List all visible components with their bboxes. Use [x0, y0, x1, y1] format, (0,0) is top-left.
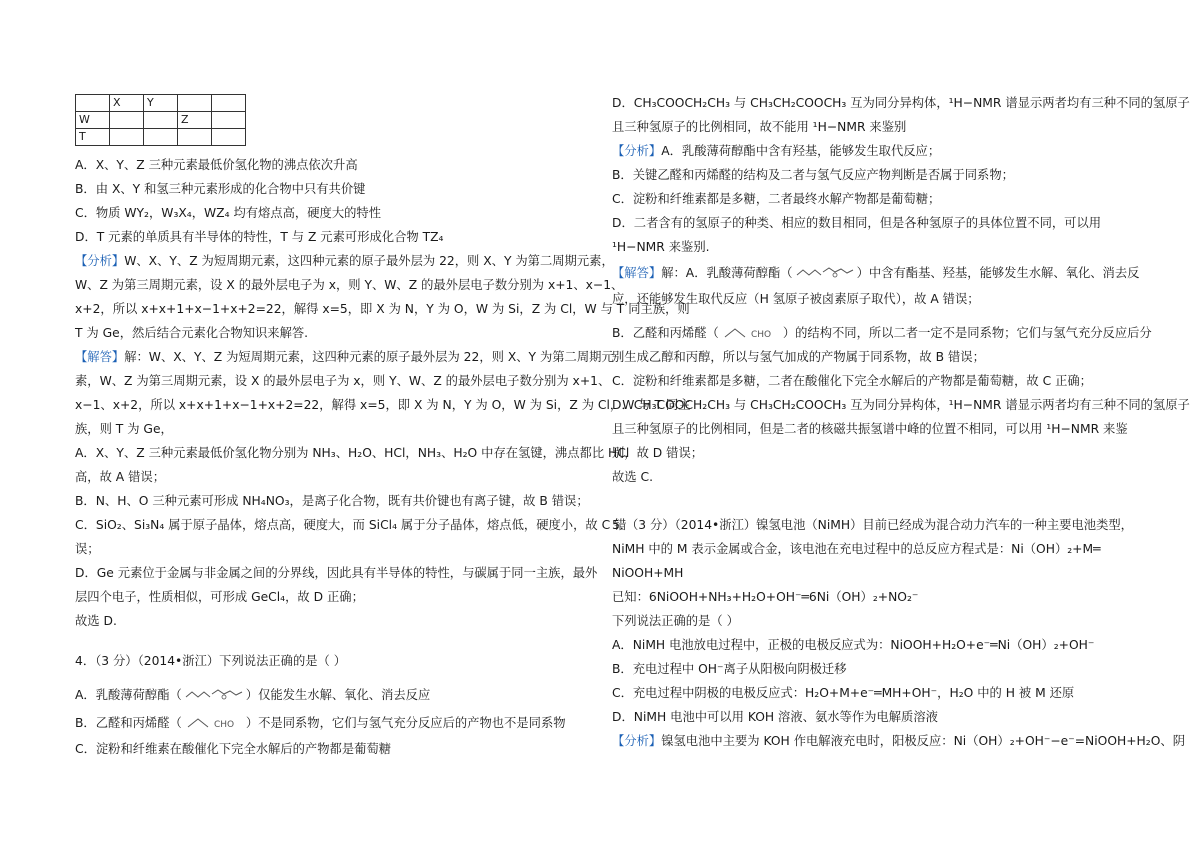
text-run: A．乳酸薄荷醇酯中含有羟基，能够发生取代反应； [661, 144, 941, 158]
text-run: 别生成乙醇和丙醇，所以与氢气加成的产物属于同系物，故 B 错误； [612, 350, 985, 364]
section-tag: 【分析】 [75, 254, 125, 268]
left-text-line [75, 230, 443, 245]
text-run: A．乳酸薄荷醇酯（ [75, 688, 182, 702]
text-run: C．SiO₂、Si₃N₄ 属于原子晶体，熔点高，硬度大，而 SiCl₄ 属于分子晶体，熔点低，硬度小，故 C 错 [75, 518, 627, 532]
text-run: C．充电过程中阴极的电极反应式：H₂O+M+e⁻═MH+OH⁻，H₂O 中的 H 被 M 还原 [612, 686, 1075, 700]
text-run: B．乙醛和丙烯醛（ [612, 326, 719, 340]
right-text-line [612, 662, 847, 677]
right-text-line [612, 734, 1185, 749]
left-text-line [75, 398, 691, 413]
table-cell [144, 112, 178, 129]
left-text-line [75, 422, 173, 437]
text-run: C．物质 WY₂，W₃X₄，WZ₄ 均有熔点高，硬度大的特性 [75, 206, 382, 220]
structure-formula-icon [721, 326, 781, 339]
left-text-line [75, 374, 610, 389]
svg-text:CHO: CHO [213, 720, 234, 729]
text-run: x+2，所以 x+x+1+x−1+x+2=22，解得 x=5，即 X 为 N，Y 为 O，W 为 Si，Z 为 Cl，W 与 T 同主族，则 [75, 302, 690, 316]
table-row [76, 95, 246, 112]
text-run: D．二者含有的氢原子的种类、相应的数目相同，但是各种氢原子的具体位置不同，可以用 [612, 216, 1102, 230]
text-run: 别，故 D 错误； [612, 446, 704, 460]
table-cell [144, 129, 178, 146]
right-text-line [612, 326, 1152, 341]
table-row [76, 129, 246, 146]
text-run: D．Ge 元素位于金属与非金属之间的分界线，因此具有半导体的特性，与碳属于同一主族，最外 [75, 566, 598, 580]
right-text-line [612, 638, 1094, 653]
text-run: D．T 元素的单质具有半导体的特性，T 与 Z 元素可形成化合物 TZ₄ [75, 230, 444, 244]
text-run: T 为 Ge，然后结合元素化合物知识来解答. [75, 326, 309, 340]
right-text-line [612, 470, 653, 485]
text-run: 且三种氢原子的比例相同，但是二者的核磁共振氢谱中峰的位置不相同，可以用 ¹H−NMR 来鉴 [612, 422, 1128, 436]
text-run: B．N、H、O 三种元素可形成 NH₄NO₃，是离子化合物，既有共价键也有离子键，故 B 错误； [75, 494, 589, 508]
structure-formula-icon [184, 716, 244, 729]
left-text-line [75, 518, 626, 533]
table-cell [212, 112, 246, 129]
right-text-line [612, 686, 1074, 701]
right-text-line [612, 240, 710, 255]
text-run: x−1、x+2，所以 x+x+1+x−1+x+2=22，解得 x=5，即 X 为 N，Y 为 O，W 为 Si，Z 为 Cl，W 与 T 同主 [75, 398, 691, 412]
svg-text:CHO: CHO [750, 330, 771, 339]
text-run: A．NiMH 电池放电过程中，正极的电极反应式为：NiOOH+H₂O+e⁻═Ni（OH）₂+OH⁻ [612, 638, 1095, 652]
right-text-line [612, 168, 1014, 183]
table-cell: W [76, 112, 110, 129]
text-run: 故选 D. [75, 614, 117, 628]
section-tag: 【解答】 [612, 266, 662, 280]
text-run: D．NiMH 电池中可以用 KOH 溶液、氨水等作为电解质溶液 [612, 710, 938, 724]
text-run: 层四个电子，性质相似，可形成 GeCl₄，故 D 正确； [75, 590, 364, 604]
right-text-line [612, 398, 1190, 413]
right-text-line [612, 144, 940, 159]
text-run: 5．（3 分）（2014•浙江）镍氢电池（NiMH）目前已经成为混合动力汽车的一种主要电池类型， [612, 518, 1133, 532]
left-text-line [75, 566, 597, 581]
right-text-line [612, 422, 1128, 437]
text-run: 故选 C. [612, 470, 653, 484]
right-text-line [612, 710, 938, 725]
text-run: 下列说法正确的是（ ） [612, 614, 739, 628]
left-text-line [75, 470, 165, 485]
left-text-line [75, 688, 430, 703]
left-text-line [75, 182, 365, 197]
left-text-line [75, 716, 566, 731]
left-text-line [75, 446, 629, 461]
table-row [76, 112, 246, 129]
text-run: NiOOH+MH [612, 566, 684, 580]
left-text-line [75, 206, 381, 221]
text-run: NiMH 中的 M 表示金属或合金，该电池在充电过程中的总反应方程式是：Ni（OH）₂+M═ [612, 542, 1101, 556]
left-text-line [75, 278, 623, 293]
text-run: ）不是同系物，它们与氢气充分反应后的产物也不是同系物 [245, 716, 566, 730]
text-run: 应，还能够发生取代反应（H 氢原子被卤素原子取代），故 A 错误； [612, 292, 980, 306]
section-tag: 【分析】 [612, 144, 662, 158]
left-text-line [75, 742, 391, 757]
table-cell [110, 112, 144, 129]
text-run: 素，W、Z 为第三周期元素，设 X 的最外层电子为 x，则 Y、W、Z 的最外层电子数分别为 x+1、 [75, 374, 611, 388]
text-run: 镍氢电池中主要为 KOH 作电解液充电时，阳极反应：Ni（OH）₂+OH⁻−e⁻=NiOOH+H₂O、阴 [661, 734, 1185, 748]
table-cell [212, 129, 246, 146]
right-text-line [612, 292, 980, 307]
right-text-line [612, 96, 1190, 111]
text-run: 族，则 T 为 Ge， [75, 422, 173, 436]
table-cell [110, 129, 144, 146]
table-cell [76, 95, 110, 112]
right-text-line [612, 518, 1133, 533]
table-cell [178, 129, 212, 146]
text-run: 误； [75, 542, 100, 556]
text-run: 高，故 A 错误； [75, 470, 166, 484]
right-text-line [612, 266, 1139, 281]
table-cell: Y [144, 95, 178, 112]
text-run: D．CH₃COOCH₂CH₃ 与 CH₃CH₂COOCH₃ 互为同分异构体，¹H−NMR 谱显示两者均有三种不同的氢原子 [612, 398, 1190, 412]
table-cell: T [76, 129, 110, 146]
text-run: 解：W、X、Y、Z 为短周期元素，这四种元素的原子最外层为 22，则 X、Y 为第二周期元 [124, 350, 614, 364]
right-text-line [612, 192, 940, 207]
left-text-line [75, 614, 117, 629]
right-text-line [612, 120, 906, 135]
left-text-line [75, 542, 100, 557]
table-cell [178, 95, 212, 112]
left-text-line [75, 654, 346, 669]
left-text-line [75, 350, 614, 365]
table-cell: X [110, 95, 144, 112]
left-text-line [75, 590, 364, 605]
text-run: W、Z 为第三周期元素，设 X 的最外层电子为 x，则 Y、W、Z 的最外层电子数分别为 x+1、x−1、 [75, 278, 624, 292]
right-text-line [612, 216, 1101, 231]
right-text-line [612, 614, 739, 629]
left-text-line [75, 302, 690, 317]
structure-formula-icon [184, 688, 244, 701]
text-run: ）的结构不同，所以二者一定不是同系物；它们与氢气充分反应后分 [782, 326, 1152, 340]
right-text-line [612, 566, 683, 581]
text-run: 解：A．乳酸薄荷醇酯（ [661, 266, 793, 280]
text-run: D．CH₃COOCH₂CH₃ 与 CH₃CH₂COOCH₃ 互为同分异构体，¹H−NMR 谱显示两者均有三种不同的氢原子 [612, 96, 1190, 110]
right-text-line [612, 542, 1101, 557]
text-run: B．关键乙醛和丙烯醛的结构及二者与氢气反应产物判断是否属于同系物； [612, 168, 1014, 182]
text-run: ）仅能发生水解、氧化、消去反应 [245, 688, 431, 702]
element-table [75, 94, 246, 146]
text-run: A．X、Y、Z 三种元素最低价氢化物分别为 NH₃、H₂O、HCl，NH₃、H₂O 中存在氢键，沸点都比 HCl [75, 446, 630, 460]
right-text-line [612, 374, 1092, 389]
right-text-line [612, 590, 918, 605]
table-cell: Z [178, 112, 212, 129]
left-text-line [75, 254, 614, 269]
text-run: B．充电过程中 OH⁻离子从阳极向阴极迁移 [612, 662, 847, 676]
text-run: C．淀粉和纤维素都是多糖，二者最终水解产物都是葡萄糖； [612, 192, 941, 206]
section-tag: 【解答】 [75, 350, 125, 364]
left-text-line [75, 326, 308, 341]
text-run: B．乙醛和丙烯醛（ [75, 716, 182, 730]
text-run: B．由 X、Y 和氢三种元素形成的化合物中只有共价键 [75, 182, 366, 196]
text-run: C．淀粉和纤维素都是多糖，二者在酸催化下完全水解后的产物都是葡萄糖，故 C 正确； [612, 374, 1092, 388]
table-cell [212, 95, 246, 112]
text-run: W、X、Y、Z 为短周期元素，这四种元素的原子最外层为 22，则 X、Y 为第二周期元素， [124, 254, 614, 268]
section-tag: 【分析】 [612, 734, 662, 748]
text-run: A．X、Y、Z 三种元素最低价氢化物的沸点依次升高 [75, 158, 358, 172]
left-text-line [75, 158, 358, 173]
text-run: C．淀粉和纤维素在酸催化下完全水解后的产物都是葡萄糖 [75, 742, 392, 756]
text-run: 4．（3 分）（2014•浙江）下列说法正确的是（ ） [75, 654, 347, 668]
structure-formula-icon [795, 266, 855, 279]
text-run: 且三种氢原子的比例相同，故不能用 ¹H−NMR 来鉴别 [612, 120, 907, 134]
right-text-line [612, 446, 703, 461]
text-run: ¹H−NMR 来鉴别. [612, 240, 710, 254]
text-run: 已知：6NiOOH+NH₃+H₂O+OH⁻═6Ni（OH）₂+NO₂⁻ [612, 590, 919, 604]
text-run: ）中含有酯基、羟基，能够发生水解、氧化、消去反 [856, 266, 1140, 280]
left-text-line [75, 494, 589, 509]
right-text-line [612, 350, 985, 365]
